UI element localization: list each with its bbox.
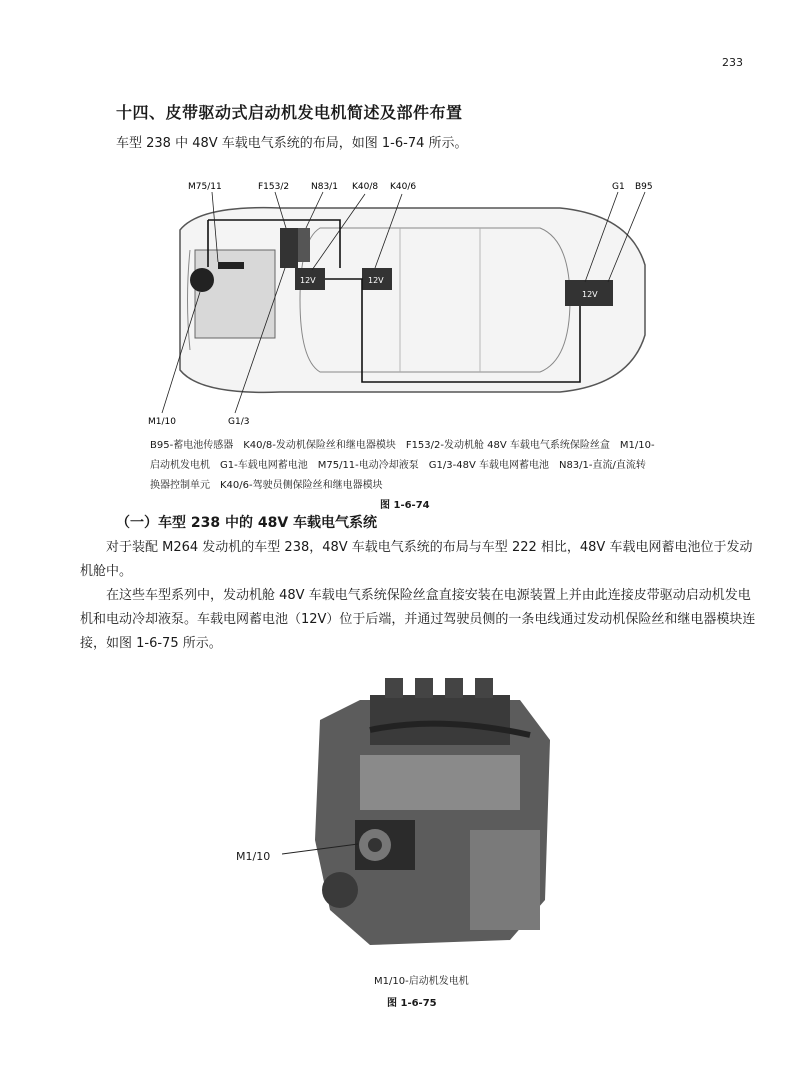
label-n83-1: N83/1 [311, 182, 338, 192]
label-f153-2: F153/2 [258, 182, 290, 192]
figure1-caption: 图 1-6-74 [380, 500, 430, 511]
label-g1: G1 [612, 182, 625, 192]
figure2-callout-label: M1/10 [236, 850, 271, 863]
m1-10-callout-line [282, 840, 362, 860]
engine-photo [300, 660, 560, 960]
vehicle-layout-figure [140, 170, 660, 430]
legend-line-1: B95-蓄电池传感器 K40/8-发动机保险丝和继电器模块 F153/2-发动机舱 48V 车载电气系统保险丝盒 M1/10- [150, 440, 655, 451]
figure1-legend [150, 436, 670, 496]
section-title: 十四、皮带驱动式启动机发电机简述及部件布置 [116, 103, 463, 122]
paragraph-2: 在这些车型系列中，发动机舱 48V 车载电气系统保险丝盒直接安装在电源装置上并由此连接皮带驱动启动机发电机和电动冷却液泵。车载电网蓄电池（12V）位于后端，并通过驾驶员侧的一条电线通过发动机保险丝和继电器模块连接，如图 1-6-75 所示。 [80, 588, 756, 651]
transmission-housing [470, 830, 540, 930]
figure2-subcaption: M1/10-启动机发电机 [374, 976, 469, 987]
page-number: 233 [722, 56, 743, 69]
label-m1-10: M1/10 [148, 417, 176, 427]
paragraph-1: 对于装配 M264 发动机的车型 238，48V 车载电气系统的布局与车型 222 相比，48V 车载电网蓄电池位于发动机舱中。 [80, 540, 753, 579]
dc-dc-converter [298, 228, 310, 262]
vehicle-layout-diagram [140, 170, 660, 430]
legend-line-2: 启动机发电机 G1-车载电网蓄电池 M75/11-电动冷却液泵 G1/3-48V 车载电网蓄电池 N83/1-直流/直流转 [150, 460, 646, 471]
battery-48v-text: 12V [300, 276, 316, 285]
subsection-title: （一）车型 238 中的 48V 车载电气系统 [116, 515, 378, 531]
legend-line-3: 换器控制单元 K40/6-驾驶员侧保险丝和继电器模块 [150, 480, 383, 491]
intake-manifold [360, 755, 520, 810]
label-b95: B95 [635, 182, 653, 192]
engine-illustration [300, 660, 560, 960]
label-k40-6: K40/6 [390, 182, 417, 192]
coolant-pump [218, 262, 244, 269]
label-k40-8: K40/8 [352, 182, 379, 192]
figure2-caption: 图 1-6-75 [387, 998, 437, 1009]
valve-cover [370, 695, 510, 745]
label-g1-3: G1/3 [228, 417, 250, 427]
label-m75-11: M75/11 [188, 182, 222, 192]
fuse-box-48v [280, 228, 298, 268]
battery-12v-text: 12V [582, 290, 598, 299]
intro-text: 车型 238 中 48V 车载电气系统的布局，如图 1-6-74 所示。 [116, 136, 468, 151]
starter-generator [190, 268, 214, 292]
fuse-relay-driver-text: 12V [368, 276, 384, 285]
